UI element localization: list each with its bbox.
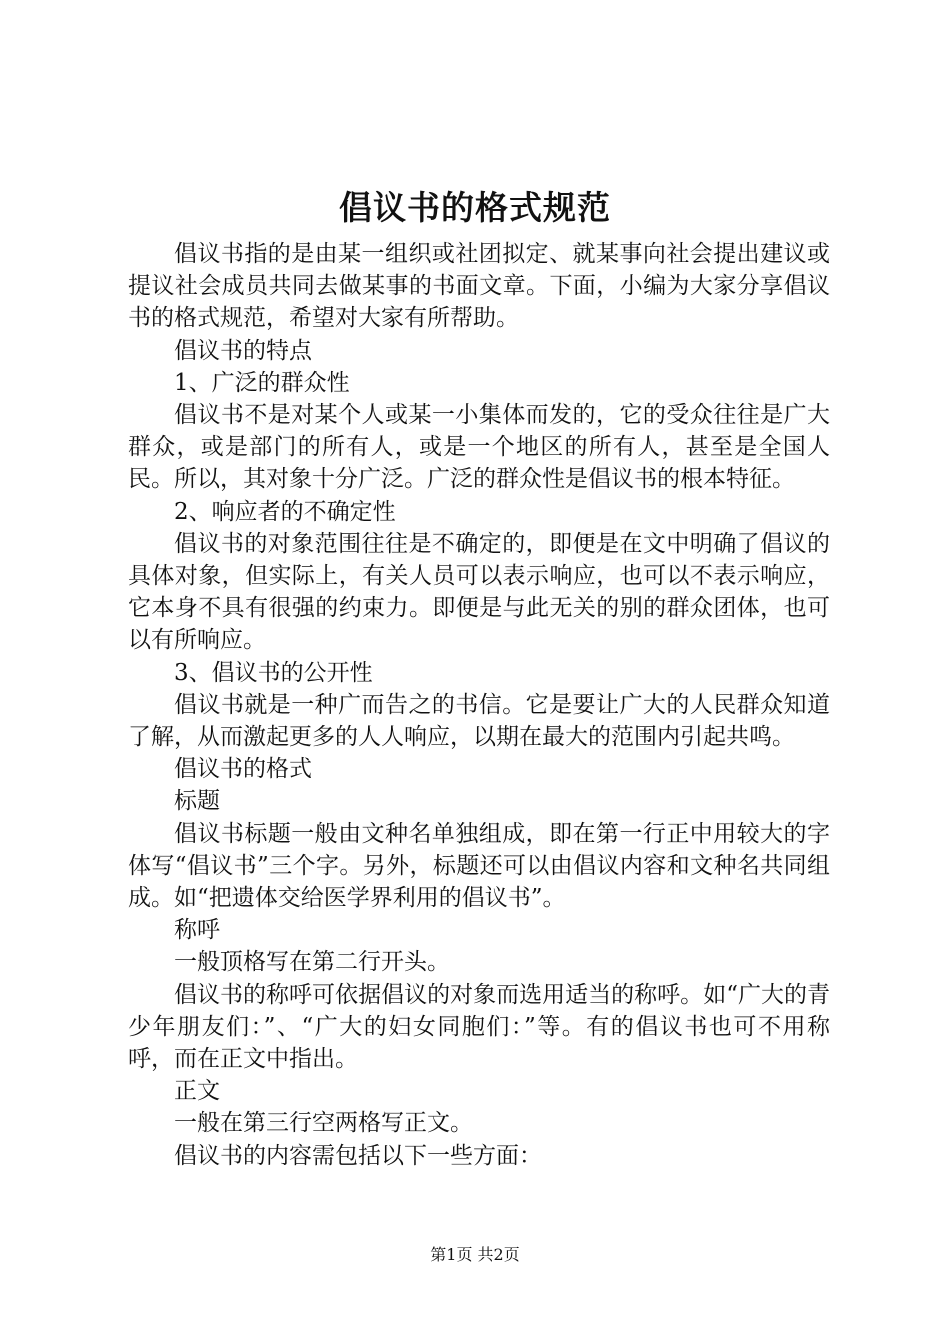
- document-title: 倡议书的格式规范: [339, 188, 611, 227]
- subheading-2: 2、响应者的不确定性: [174, 498, 396, 525]
- paragraph-feature-2: 倡议书的对象范围往往是不确定的，即便是在文中明确了倡议的具体对象，但实际上，有关人员可以表示响应，也可以不表示响应，它本身不具有很强的约束力。即便是与此无关的别的群众团体，也可以有所响应。: [128, 530, 830, 654]
- paragraph-title: 倡议书标题一般由文种名单独组成，即在第一行正中用较大的字体写“倡议书”三个字。另外，标题还可以由倡议内容和文种名共同组成。如“把遗体交给医学界利用的倡议书”。: [128, 820, 830, 912]
- paragraph-salutation: 倡议书的称呼可依据倡议的对象而选用适当的称呼。如“广大的青少年朋友们：”、“广大的妇女同胞们：”等。有的倡议书也可不用称呼，而在正文中指出。: [128, 981, 830, 1073]
- subheading-1: 1、广泛的群众性: [174, 369, 350, 396]
- page-footer: 第1页 共2页: [430, 1245, 520, 1264]
- document-body: [128, 238, 830, 1172]
- paragraph-feature-3: 倡议书就是一种广而告之的书信。它是要让广大的人民群众知道了解，从而激起更多的人人响应，以期在最大的范围内引起共鸣。: [128, 691, 830, 751]
- subheading-body: 正文: [174, 1078, 220, 1105]
- paragraph-body-position: 一般在第三行空两格写正文。: [174, 1110, 473, 1137]
- section-heading-format: 倡议书的格式: [174, 756, 312, 783]
- subheading-title: 标题: [174, 788, 220, 815]
- paragraph-body-content: 倡议书的内容需包括以下一些方面：: [174, 1142, 542, 1169]
- section-heading-features: 倡议书的特点: [174, 337, 312, 364]
- subheading-salutation: 称呼: [174, 917, 220, 944]
- paragraph-feature-1: 倡议书不是对某个人或某一小集体而发的，它的受众往往是广大群众，或是部门的所有人，或是一个地区的所有人，甚至是全国人民。所以，其对象十分广泛。广泛的群众性是倡议书的根本特征。: [128, 402, 830, 493]
- paragraph-salutation-position: 一般顶格写在第二行开头。: [174, 949, 450, 976]
- paragraph-intro: 倡议书指的是由某一组织或社团拟定、就某事向社会提出建议或提议社会成员共同去做某事的书面文章。下面，小编为大家分享倡议书的格式规范，希望对大家有所帮助。: [128, 241, 830, 332]
- subheading-3: 3、倡议书的公开性: [174, 659, 373, 686]
